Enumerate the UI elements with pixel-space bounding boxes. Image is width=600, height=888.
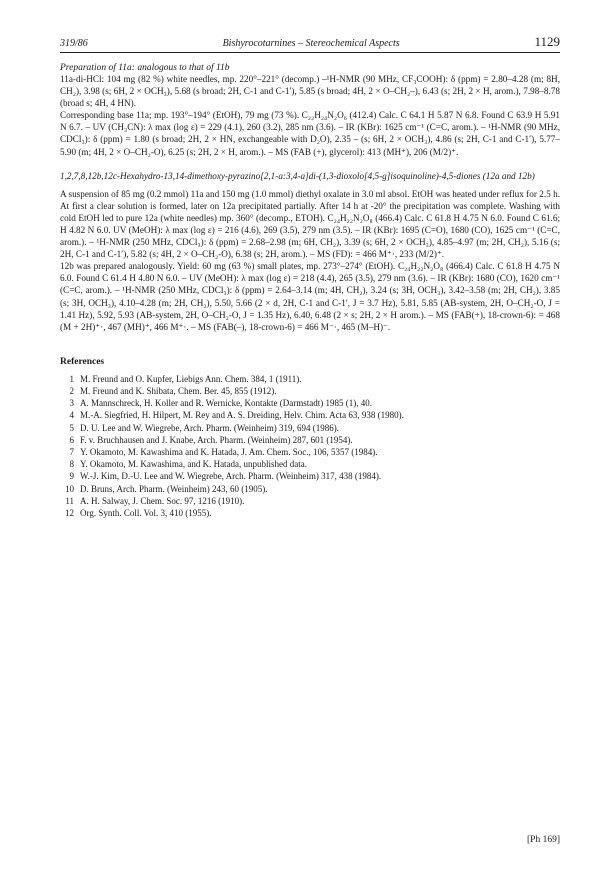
paragraph-11a-salt: 11a-di-HCl: 104 mg (82 %) white needles, mp. 220°–221° (decomp.) –¹H-NMR (90 MHz, CF₃COOH): δ (ppm) = 2.80–4.28 (m; 8H, CH₂), 3.98 (s; 6H, 2 × OCH₃), 5.68 (s broad; 2H, C-1 and C-1′), 5.85 (s broad; 4H, 2 × O–CH₂–), 6.43 (s; 2H, 2 × H, arom.), 7.98–8.78 (broad s; 4H, 4 HN). xyxy=(60,74,560,109)
reference-list xyxy=(60,373,560,519)
reference-item: 2 M. Freund and K. Shibata, Chem. Ber. 45, 855 (1912). xyxy=(69,385,277,396)
reference-item: 6 F. v. Bruchhausen and J. Knabe, Arch. Pharm. (Weinheim) 287, 601 (1954). xyxy=(69,434,353,445)
reference-item: 7 Y. Okamoto, M. Kawashima and K. Hatada, J. Am. Chem. Soc., 106, 5357 (1984). xyxy=(69,447,378,457)
reference-item: 10 D. Bruns, Arch. Pharm. (Weinheim) 243, 60 (1905). xyxy=(65,483,268,494)
reference-item: 11 A. H. Salway, J. Chem. Soc. 97, 1216 (1910). xyxy=(65,495,245,506)
reference-item: 8 Y. Okamoto, M. Kawashima, and K. Hatada, unpublished data. xyxy=(69,459,308,470)
reference-item: 1 M. Freund and O. Kupfer, Liebigs Ann. Chem. 384, 1 (1911). xyxy=(69,373,302,384)
running-title: Bishyrocotarnines – Stereochemical Aspects xyxy=(222,38,400,49)
page xyxy=(60,34,560,519)
running-header xyxy=(60,34,560,53)
reference-item: 9 W.-J. Kim, D.-U. Lee and W. Wiegrebe, Arch. Pharm. (Weinheim) 317, 438 (1984). xyxy=(69,471,382,482)
reference-item: 5 D. U. Lee and W. Wiegrebe, Arch. Pharm. (Weinheim) 319, 694 (1986). xyxy=(69,422,339,433)
section-heading-diones: 1,2,7,8,12b,12c-Hexahydro-13,14-dimethoxy-pyrazino[2,1-a:3,4-a]di-(1,3-dioxolo[4,5-g]isoquinoline)-4,5-diones (12a and 12b) xyxy=(60,170,535,181)
reference-item: 4 M.-A. Siegfried, H. Hilpert, M. Rey and A. S. Dreiding, Helv. Chim. Acta 63, 938 (1980). xyxy=(69,410,404,421)
reference-item: 3 A. Mannschreck, H. Koller and R. Wernicke, Kontakte (Darmstadt) 1985 (1), 40. xyxy=(69,398,373,409)
paragraph-11a-base: Corresponding base 11a; mp. 193°–194° (EtOH), 79 mg (73 %). C₂₂H₂₄N₂O₆ (412.4) Calc. C 64.1 H 5.87 N 6.8. Found C 63.9 H 5.91 N 6.7. – UV (CH₃CN): λ max (log ε) = 229 (4.1), 260 (3.2), 285 nm (3.6). – IR (KBr): 1625 cm⁻¹ (C=C, arom.). – ¹H-NMR (90 MHz, CDCl₃): δ (ppm) = 1.80 (s broad; 2H, 2 × HN, exchangeable with D₂O), 2.35 – (s; 6H, 2 × OCH₃), 4.86 (s; 2H, C-1 and C-1′), 5.77–5.90 (m; 4H, 2 × O–CH₂-O), 6.25 (s; 2H, 2 × H, arom.). – MS (FAB (+), glycerol): 413 (MH⁺), 206 (M/2)⁺. xyxy=(60,110,560,157)
journal-ref: 319/86 xyxy=(60,38,88,49)
reference-item: 12 Org. Synth. Coll. Vol. 3, 410 (1955). xyxy=(65,508,212,519)
section-heading-preparation: Preparation of 11a: analogous to that of 11b xyxy=(60,63,230,73)
paragraph-12a: A suspension of 85 mg (0.2 mmol) 11a and 150 mg (1.0 mmol) diethyl oxalate in 3.0 ml absol. EtOH was heated under reflux for 2.5 h. At first a clear solution is formed, later on 12a precipitated partially. After 14 h at -20° the precipitation was complete. Washing with cold EtOH led to pure 12a (white needles) mp. 360° (decomp., ETOH). C₂₄H₂₂N₂O₈ (466.4) Calc. C 61.8 H 4.75 N 6.0. Found C 61.6; H 4.82 N 6.0. UV (MeOH): λ max (log ε) = 216 (4.6), 269 (3.5), 279 nm (3.5). – IR (KBr): 1695 (C=O), 1680 (CO), 1625 cm⁻¹ (C=C, arom.). – ¹H-NMR (250 MHz, CDCl₃): δ (ppm) = 2.68–2.98 (m; 6H, CH₂), 3.39 (s; 6H, 2 × OCH₃), 4.85–4.97 (m; 2H, CH₂), 5.16 (s; 2H, C-1 and C-1′), 5.82 (s; 4H, 2 × O–CH₂-O), 6.38 (s; 2H, arom.). – MS (FD): = 466 M⁺·, 233 (M/2)⁺. xyxy=(60,188,560,260)
page-number: 1129 xyxy=(534,34,560,49)
paragraph-12b: 12b was prepared analogously. Yield: 60 mg (63 %) small plates, mp. 273°–274° (EtOH). C₂₄H₂₂N₂O₈ (466.4) Calc. C 61.8 H 4.75 N 6.0. Found C 61.4 H 4.80 N 6.0. – UV (MeOH): λ max (log ε) = 218 (4.4), 265 (3.5), 279 nm (3.6). – IR (KBr): 1680 (CO), 1620 cm⁻¹ (C=C, arom.). – ¹H-NMR (250 MHz, CDCl₃): δ (ppm) = 2.64–3.14 (m; 4H, CH₂), 3.24 (s; 3H, OCH₃), 3.42–3.58 (m; 2H, CH₂), 3.85 (s; 3H, OCH₃), 4.10–4.28 (m; 2H, CH₂), 5.50, 5.66 (2 × d, 2H, C-1 and C-1′, J = 3.7 Hz), 5.81, 5.85 (AB-system, 2H, O–CH₂-O, J = 1.41 Hz), 5.92, 5.93 (AB-system, 2H, O–CH₂-O, J = 1.35 Hz), 6.40, 6.48 (2 × s; 2H, 2 × H arom.). – MS (FAB(+), 18-crown-6): = 468 (M + 2H)⁺·, 467 (MH)⁺, 466 M⁺·. – MS (FAB(–), 18-crown-6) = 466 M⁻·, 465 (M–H)⁻. xyxy=(60,261,560,332)
references-heading: References xyxy=(60,356,105,367)
manuscript-code: [Ph 169] xyxy=(527,835,560,845)
